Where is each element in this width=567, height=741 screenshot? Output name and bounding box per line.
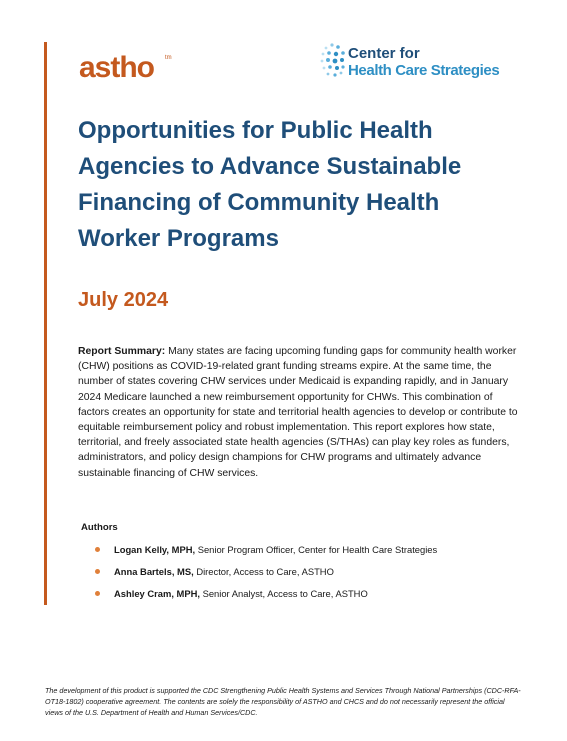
report-summary-text: Many states are facing upcoming funding gaps for community health worker (CHW) positions as COVID-19-related grant funding streams expire. At the same time, the number of states covering CHW services under Medicaid is expanding rapidly, and in January 2024 Medicare launched a new reimbursement opportunity for CHWs. This combination of factors creates an opportunity for state and territorial health agencies to develop or contribute to equitable reimbursement policy and robust implementation. This report explores how state, territorial, and freely associated state health agencies (S/THAs) can play key roles as funders, administrators, and policy design champions for CHW programs and ultimately advance sustainable financing of CHW services.	[78, 346, 518, 479]
astho-logo	[79, 48, 179, 82]
chcs-dot-emblem-icon	[321, 43, 345, 76]
author-role: Director, Access to Care, ASTHO	[193, 566, 334, 577]
chcs-logo-line-1: Center for	[348, 45, 420, 62]
orange-vertical-rule	[44, 42, 47, 605]
bullet-icon	[95, 591, 100, 596]
report-title-line: Financing of Community Health	[78, 189, 440, 216]
chcs-logo	[320, 41, 520, 83]
report-summary	[78, 344, 520, 481]
bullet-icon	[95, 547, 100, 552]
author-name: Logan Kelly, MPH,	[114, 544, 196, 555]
report-title-line: Opportunities for Public Health	[78, 117, 433, 144]
authors-heading: Authors	[81, 522, 118, 533]
author-name: Anna Bartels, MS,	[114, 566, 194, 577]
bullet-icon	[95, 569, 100, 574]
report-summary-label: Report Summary:	[78, 346, 166, 357]
report-title	[78, 113, 528, 257]
author-role: Senior Analyst, Access to Care, ASTHO	[199, 588, 368, 599]
astho-logo-wordmark: astho	[79, 51, 155, 82]
report-date: July 2024	[78, 289, 169, 311]
author-role: Senior Program Officer, Center for Health Care Strategies	[195, 544, 438, 555]
chcs-logo-line-2: Health Care Strategies	[348, 62, 500, 79]
author-name: Ashley Cram, MPH,	[114, 588, 200, 599]
astho-trademark: tm	[165, 55, 172, 61]
report-title-line: Agencies to Advance Sustainable	[78, 153, 462, 180]
funding-disclaimer: The development of this product is supported the CDC Strengthening Public Health Systems and Services Through National Partnerships (CDC-RFA-OT18-1802) cooperative agreement. The contents are solely the responsibility of ASTHO and CHCS and do not necessarily represent the official views of the U.S. Department of Health and Human Services/CDC.	[45, 686, 521, 717]
report-title-line: Worker Programs	[78, 225, 279, 252]
